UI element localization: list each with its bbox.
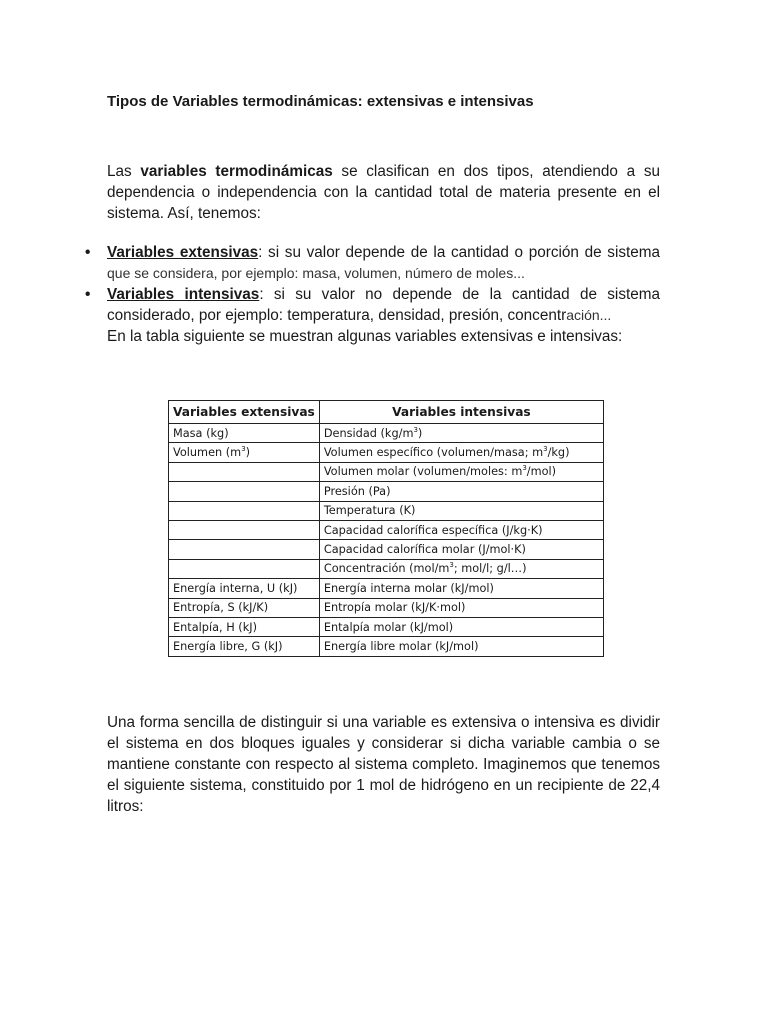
cell-extensiva: Entalpía, H (kJ) xyxy=(169,617,320,636)
table-row xyxy=(169,637,604,656)
definition-intensivas: : si su valor no depende de la cantidad de sistema considerado, por ejemplo: temperatura, densidad, presión, concentr xyxy=(107,286,660,324)
bullet-icon: • xyxy=(85,244,91,261)
example-intensivas: ación... xyxy=(566,307,612,323)
cell-extensiva xyxy=(169,559,320,578)
cell-extensiva: Volumen $(m^3)$ xyxy=(169,443,320,462)
table-row xyxy=(169,462,604,481)
variable-types-list xyxy=(85,242,660,326)
table-row xyxy=(169,579,604,598)
table-row xyxy=(169,598,604,617)
term-intensivas: Variables intensivas xyxy=(107,286,260,303)
list-item-extensivas xyxy=(85,242,660,284)
cell-extensiva: Energía libre, G (kJ) xyxy=(169,637,320,656)
definition-extensivas: : si su valor depende de la cantidad o porción de sistema xyxy=(258,244,660,261)
cell-intensiva: Temperatura (K) xyxy=(319,501,603,520)
table-row xyxy=(169,443,604,462)
cell-intensiva: Capacidad calorífica molar (J/mol·K) xyxy=(319,540,603,559)
cell-extensiva xyxy=(169,482,320,501)
intro-rest: se clasifican en dos tipos, atendiendo a su dependencia o independencia con la cantidad total de materia presente en el sistema. Así, tenemos: xyxy=(107,163,661,222)
table-intro: En la tabla siguiente se muestran algunas variables extensivas e intensivas: xyxy=(107,328,623,345)
cell-extensiva xyxy=(169,462,320,481)
table-row xyxy=(169,520,604,539)
cell-extensiva xyxy=(169,520,320,539)
table-row xyxy=(169,501,604,520)
cell-intensiva: Concentración ($mol/m^3$; mol/l; g/l…) xyxy=(319,559,603,578)
cell-intensiva: Capacidad calorífica específica (J/kg·K) xyxy=(319,520,603,539)
intro-bold-term: variables termodinámicas xyxy=(140,163,333,180)
cell-intensiva: Energía libre molar (kJ/mol) xyxy=(319,637,603,656)
example-extensivas: que se considera, por ejemplo: masa, volumen, número de moles... xyxy=(107,265,525,281)
table-row xyxy=(169,424,604,443)
variables-table xyxy=(168,400,604,657)
list-item-intensivas xyxy=(85,284,660,326)
cell-intensiva: Volumen específico (volumen/masa; $m^3/kg$) xyxy=(319,443,603,462)
table-body xyxy=(169,424,604,657)
cell-extensiva: Entropía, S (kJ/K) xyxy=(169,598,320,617)
table-row xyxy=(169,482,604,501)
table-header-row xyxy=(169,401,604,424)
cell-extensiva xyxy=(169,501,320,520)
closing-paragraph: Una forma sencilla de distinguir si una variable es extensiva o intensiva es dividir el sistema en dos bloques iguales y considerar si dicha variable cambia o se mantiene constante con respecto al sistema completo. Imaginemos que tenemos el siguiente sistema, constituido por 1 mol de hidrógeno en un recipiente de 22,4 litros: xyxy=(107,714,660,815)
table-row xyxy=(169,617,604,636)
cell-intensiva: Densidad $(kg/m^3)$ xyxy=(319,424,603,443)
cell-intensiva: Entropía molar (kJ/K·mol) xyxy=(319,598,603,617)
cell-intensiva: Volumen molar (volumen/moles: $m^3/mol$) xyxy=(319,462,603,481)
table-row xyxy=(169,559,604,578)
term-extensivas: Variables extensivas xyxy=(107,244,259,261)
page-title: Tipos de Variables termodinámicas: extensivas e intensivas xyxy=(107,93,534,110)
cell-extensiva xyxy=(169,540,320,559)
bullet-icon: • xyxy=(85,286,91,303)
header-intensivas: Variables intensivas xyxy=(319,401,603,424)
header-extensivas: Variables extensivas xyxy=(169,401,320,424)
cell-intensiva: Energía interna molar (kJ/mol) xyxy=(319,579,603,598)
table-row xyxy=(169,540,604,559)
intro-prefix: Las xyxy=(107,163,141,180)
cell-extensiva: Masa (kg) xyxy=(169,424,320,443)
cell-intensiva: Presión (Pa) xyxy=(319,482,603,501)
cell-extensiva: Energía interna, U (kJ) xyxy=(169,579,320,598)
cell-intensiva: Entalpía molar (kJ/mol) xyxy=(319,617,603,636)
intro-paragraph xyxy=(107,161,660,224)
